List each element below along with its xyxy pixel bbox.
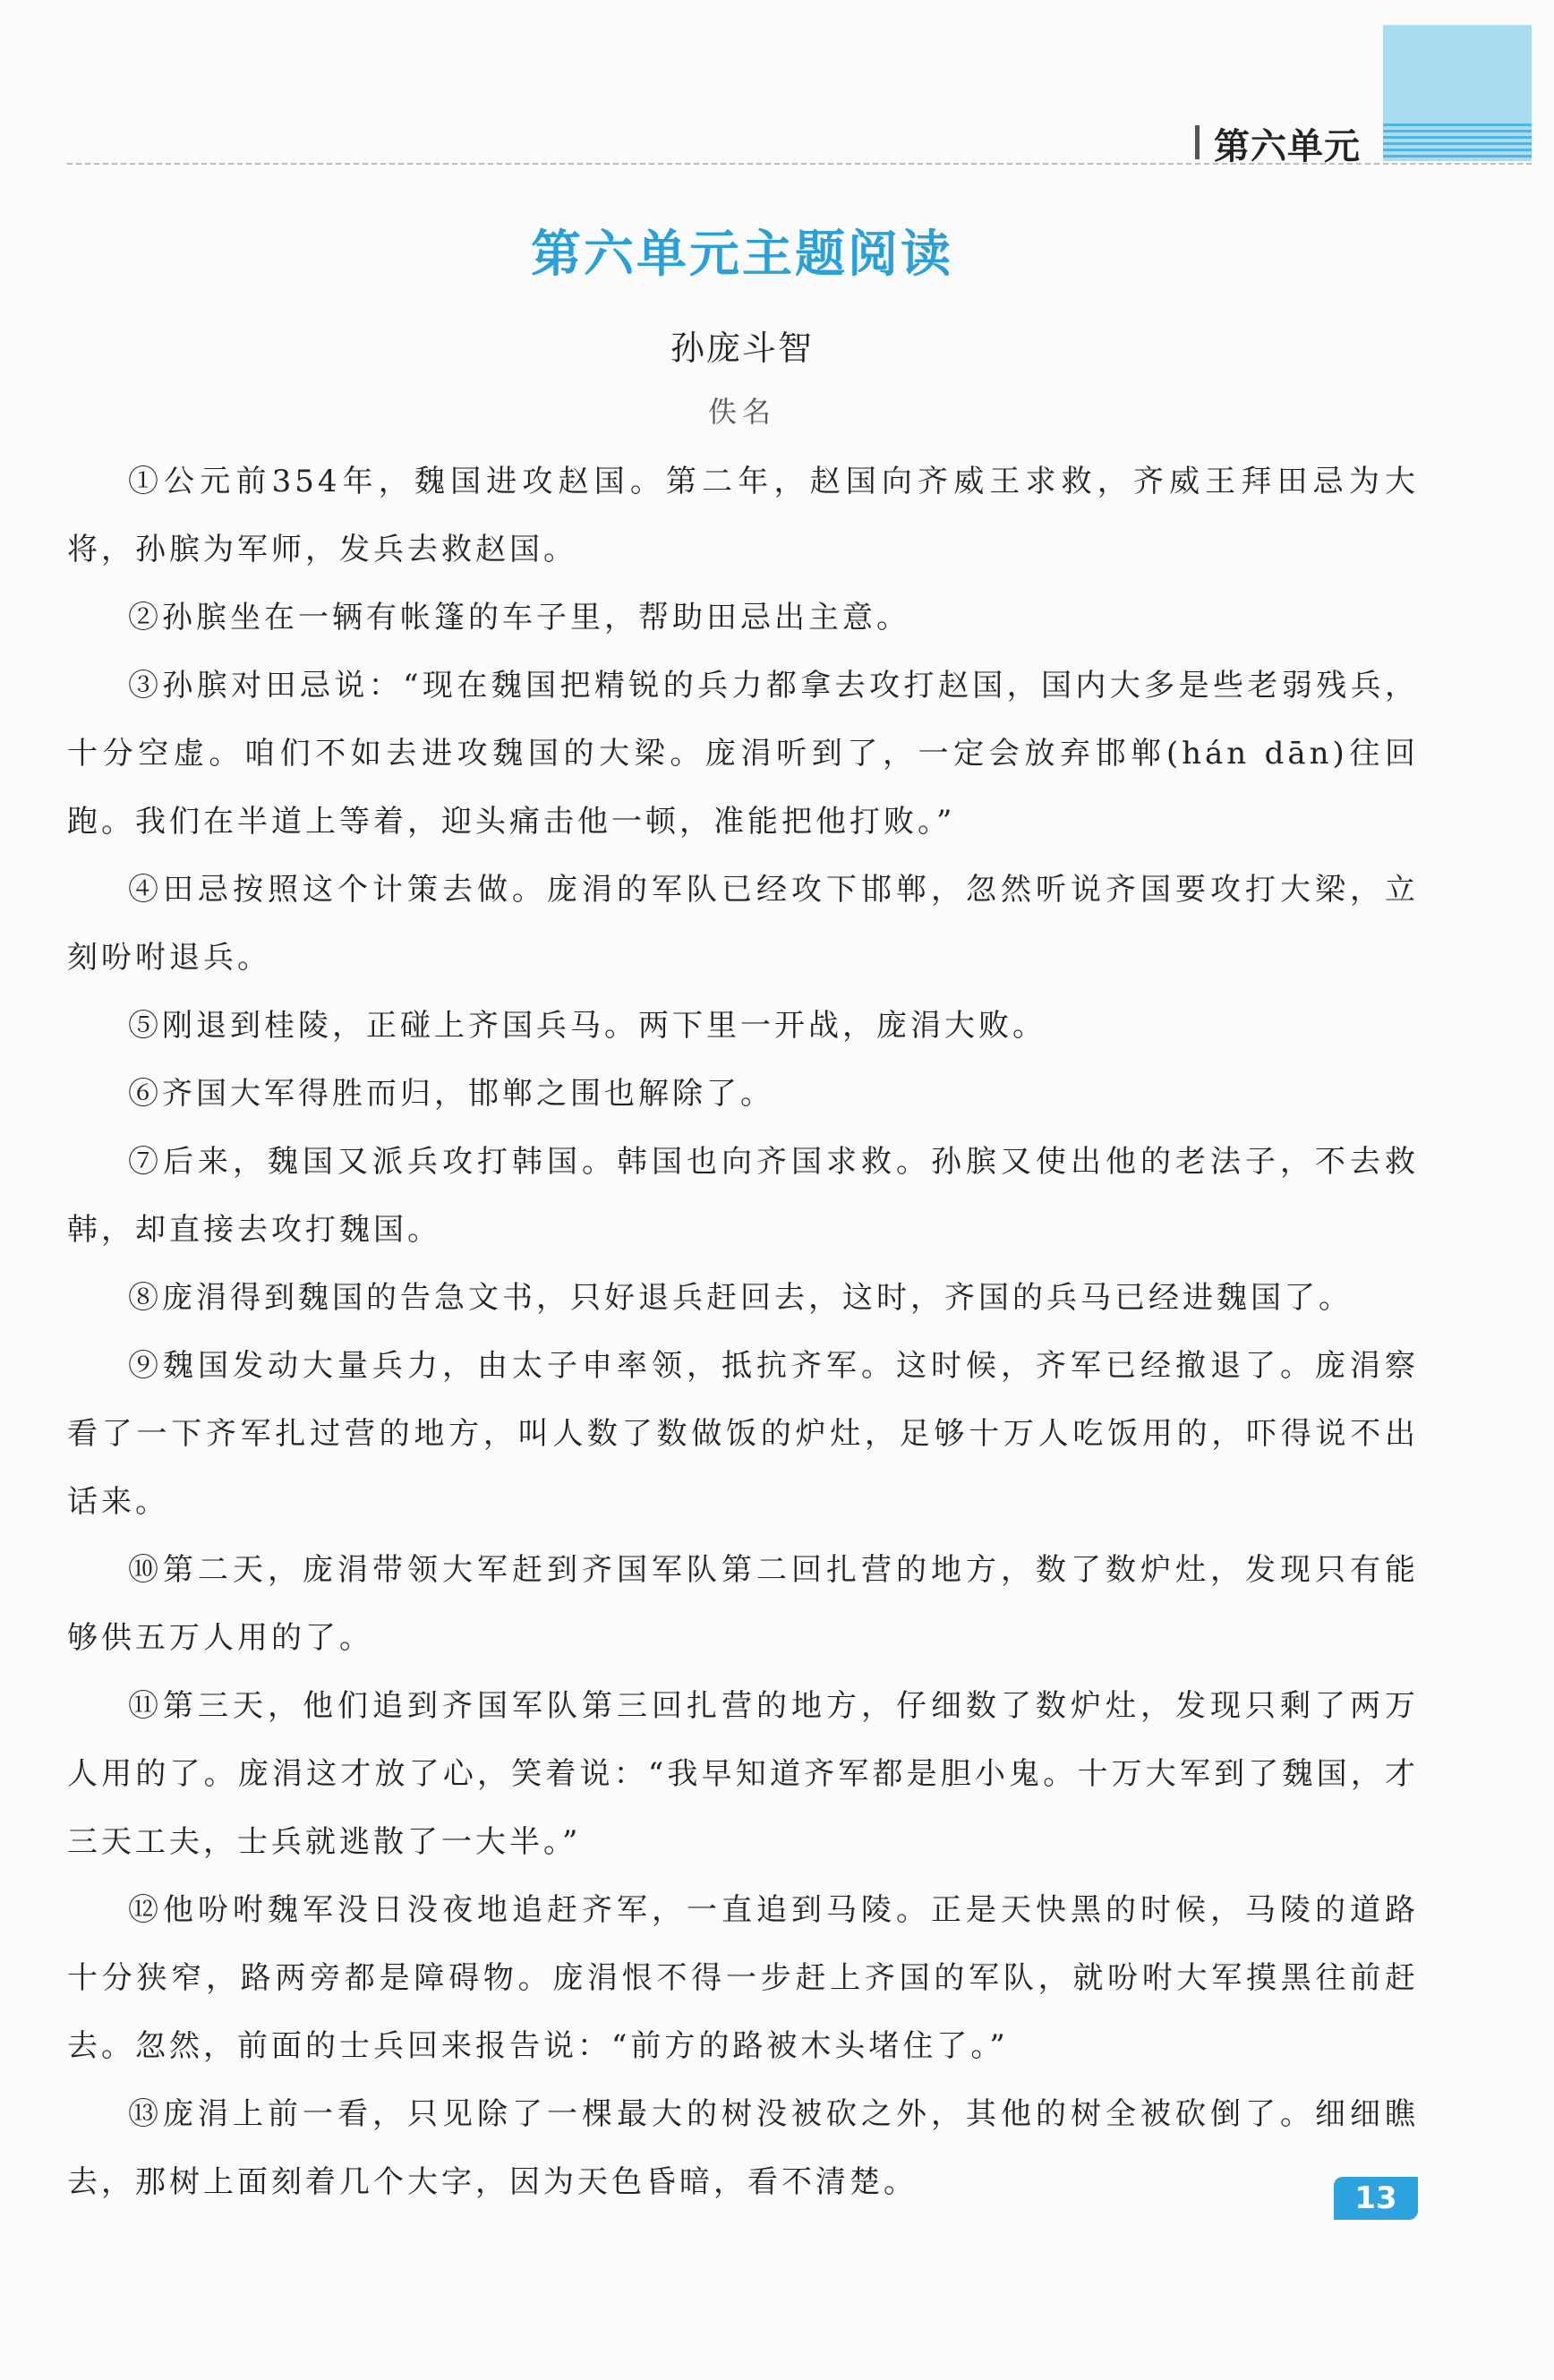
paragraph-5: ⑤刚退到桂陵，正碰上齐国兵马。两下里一开战，庞涓大败。 [128,1008,1046,1044]
paragraph-7: ⑦后来，魏国又派兵攻打韩国。韩国也向齐国求救。孙膑又使出他的老法子，不去救韩，却直接去攻打魏国。 [67,1144,1419,1248]
article-body [67,448,1419,2216]
paragraph-10: ⑩第二天，庞涓带领大军赶到齐国军队第二回扎营的地方，数了数炉灶，发现只有能够供五万人用的了。 [67,1552,1419,1656]
paragraph-8: ⑧庞涓得到魏国的告急文书，只好退兵赶回去，这时，齐国的兵马已经进魏国了。 [128,1280,1353,1316]
page-number-badge: 13 [1334,2177,1418,2220]
paragraph-3: ③孙膑对田忌说：“现在魏国把精锐的兵力都拿去攻打赵国，国内大多是些老弱残兵，十分空虚。咱们不如去进攻魏国的大梁。庞涓听到了，一定会放弃邯郸(hán dān)往回跑。我们在半道上等着，迎头痛击他一顿，准能把他打败。” [67,668,1419,840]
paragraph-12: ⑫他吩咐魏军没日没夜地追赶齐军，一直追到马陵。正是天快黑的时候，马陵的道路十分狭窄，路两旁都是障碍物。庞涓恨不得一步赶上齐国的军队，就吩咐大军摸黑往前赶去。忽然，前面的士兵回来报告说：“前方的路被木头堵住了。” [67,1892,1419,2064]
article-title: 孙庞斗智 [670,328,814,368]
unit-label: 第六单元 [1214,126,1361,167]
header-stripe-decoration [1383,124,1532,159]
paragraph-13: ⑬庞涓上前一看，只见除了一棵最大的树没被砍之外，其他的树全被砍倒了。细细瞧去，那树上面刻着几个大字，因为天色昏暗，看不清楚。 [67,2096,1419,2200]
header-divider [67,163,1532,165]
paragraph-2: ②孙膑坐在一辆有帐篷的车子里，帮助田忌出主意。 [128,600,910,636]
page-title: 第六单元主题阅读 [531,226,953,284]
paragraph-6: ⑥齐国大军得胜而归，邯郸之围也解除了。 [128,1076,774,1112]
paragraph-4: ④田忌按照这个计策去做。庞涓的军队已经攻下邯郸，忽然听说齐国要攻打大梁，立刻吩咐退兵。 [67,872,1419,976]
article-author: 佚名 [707,395,776,429]
unit-label-bar [1195,125,1200,159]
paragraph-1: ①公元前354年，魏国进攻赵国。第二年，赵国向齐威王求救，齐威王拜田忌为大将，孙膑为军师，发兵去救赵国。 [67,464,1419,567]
paragraph-9: ⑨魏国发动大量兵力，由太子申率领，抵抗齐军。这时候，齐军已经撤退了。庞涓察看了一下齐军扎过营的地方，叫人数了数做饭的炉灶，足够十万人吃饭用的，吓得说不出话来。 [67,1348,1419,1520]
paragraph-11: ⑪第三天，他们追到齐国军队第三回扎营的地方，仔细数了数炉灶，发现只剩了两万人用的了。庞涓这才放了心，笑着说：“我早知道齐军都是胆小鬼。十万大军到了魏国，才三天工夫，士兵就逃散了一大半。” [67,1688,1419,1860]
